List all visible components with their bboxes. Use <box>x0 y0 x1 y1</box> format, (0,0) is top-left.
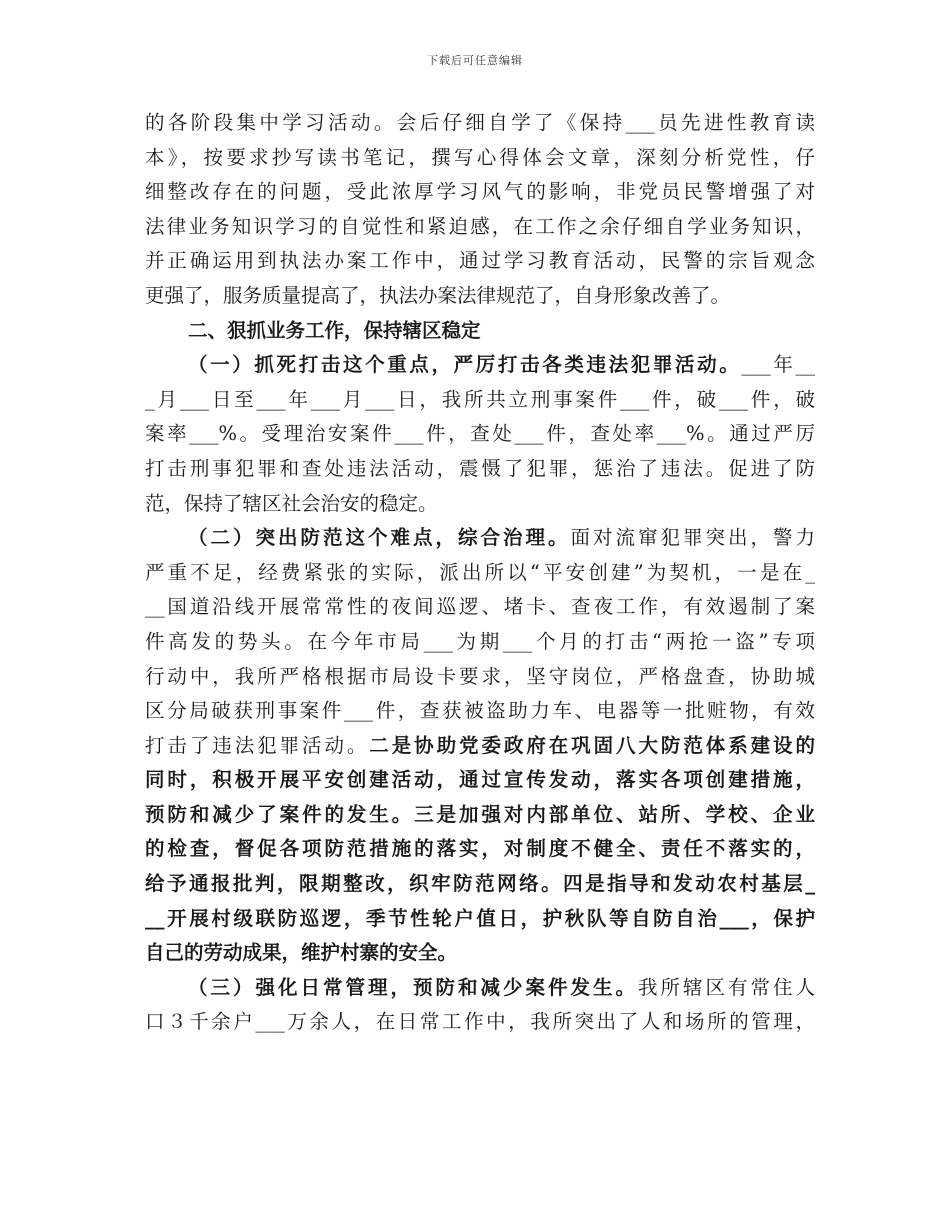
text-line <box>145 348 815 383</box>
text-line <box>145 314 815 349</box>
text-line <box>145 487 815 522</box>
text-line <box>145 971 815 1006</box>
text-run: 的各阶段集中学习活动。会后仔细自学了《保持___员先进性教育读 <box>145 111 815 134</box>
text-line <box>145 590 815 625</box>
document-body <box>145 106 815 1040</box>
bold-text-run: __开展村级联防巡逻，季节性轮户值日，护秋队等自防自治___，保护 <box>145 906 815 930</box>
bold-text-run: 给予通报批判，限期整改，织牢防范网络。四是指导和发动农村基层_ <box>145 872 815 896</box>
text-line <box>145 175 815 210</box>
bold-text-run: 二、狠抓业务工作，保持辖区稳定 <box>188 318 481 342</box>
text-line <box>145 832 815 867</box>
text-line <box>145 521 815 556</box>
text-run: 区分局破获刑事案件___件，查获被盗助力车、电器等一批赃物，有效 <box>145 699 815 723</box>
text-line <box>145 106 815 141</box>
text-run: _月___日至___年___月___日，我所共立刑事案件___件，破___件，破 <box>145 387 815 411</box>
text-run: 法律业务知识学习的自觉性和紧迫感，在工作之余仔细自学业务知识， <box>145 214 815 238</box>
text-line <box>145 763 815 798</box>
text-run: 案率___%。受理治安案件___件，查处___件，查处率___%。通过严厉 <box>145 422 815 446</box>
bold-text-run: （二）突出防范这个难点，综合治理。 <box>188 526 571 550</box>
text-line <box>145 660 815 695</box>
bold-text-run: （三）强化日常管理，预防和减少案件发生。 <box>188 975 638 999</box>
text-line <box>145 244 815 279</box>
text-run: 并正确运用到执法办案工作中，通过学习教育活动，民警的宗旨观念 <box>145 249 815 273</box>
text-line <box>145 452 815 487</box>
text-line <box>145 729 815 764</box>
bold-text-run: 二是协助党委政府在巩固八大防范体系建设的 <box>369 733 815 757</box>
bold-text-run: 预防和减少了案件的发生。三是加强对内部单位、站所、学校、企业 <box>145 802 815 826</box>
text-line <box>145 798 815 833</box>
text-run: 更强了，服务质量提高了，执法办案法律规范了，自身形象改善了。 <box>145 283 731 307</box>
text-run: 件高发的势头。在今年市局___为期___个月的打击“两抢一盗”专项 <box>145 629 815 653</box>
text-line <box>145 902 815 937</box>
text-line <box>145 383 815 418</box>
text-run: ___年__ <box>741 353 815 377</box>
text-run: 范，保持了辖区社会治安的稳定。 <box>145 491 438 515</box>
text-run: 我所辖区有常住人 <box>637 975 815 999</box>
text-run: __国道沿线开展常常性的夜间巡逻、堵卡、查夜工作，有效遏制了案 <box>145 595 815 619</box>
text-run: 口３千余户___万余人，在日常工作中，我所突出了人和场所的管理， <box>145 1010 815 1034</box>
bold-text-run: （一）抓死打击这个重点，严厉打击各类违法犯罪活动。 <box>188 353 742 377</box>
text-line <box>145 417 815 452</box>
text-line <box>145 1005 815 1040</box>
text-line <box>145 867 815 902</box>
text-run: 打击刑事犯罪和查处违法活动，震慑了犯罪，惩治了违法。促进了防 <box>145 456 815 480</box>
text-line <box>145 279 815 314</box>
text-run: 严重不足，经费紧张的实际，派出所以“平安创建”为契机，一是在_ <box>145 560 815 584</box>
text-line <box>145 625 815 660</box>
text-run: 本》，按要求抄写读书笔记，撰写心得体会文章，深刻分析党性，仔 <box>145 145 815 169</box>
text-line <box>145 141 815 176</box>
text-run: 行动中，我所严格根据市局设卡要求，坚守岗位，严格盘查，协助城 <box>145 664 815 688</box>
text-line <box>145 694 815 729</box>
text-run: 面对流窜犯罪突出，警力 <box>570 526 815 550</box>
page-header: 下载后可任意编辑 <box>427 54 523 67</box>
bold-text-run: 自己的劳动成果，维护村寨的安全。 <box>145 941 458 965</box>
bold-text-run: 的检查，督促各项防范措施的落实，对制度不健全、责任不落实的， <box>145 837 815 861</box>
text-line <box>145 936 815 971</box>
text-run: 细整改存在的问题，受此浓厚学习风气的影响，非党员民警增强了对 <box>145 180 815 204</box>
text-line <box>145 210 815 245</box>
text-run: 打击了违法犯罪活动。 <box>145 733 370 757</box>
text-line <box>145 556 815 591</box>
bold-text-run: 同时，积极开展平安创建活动，通过宣传发动，落实各项创建措施， <box>145 768 815 792</box>
